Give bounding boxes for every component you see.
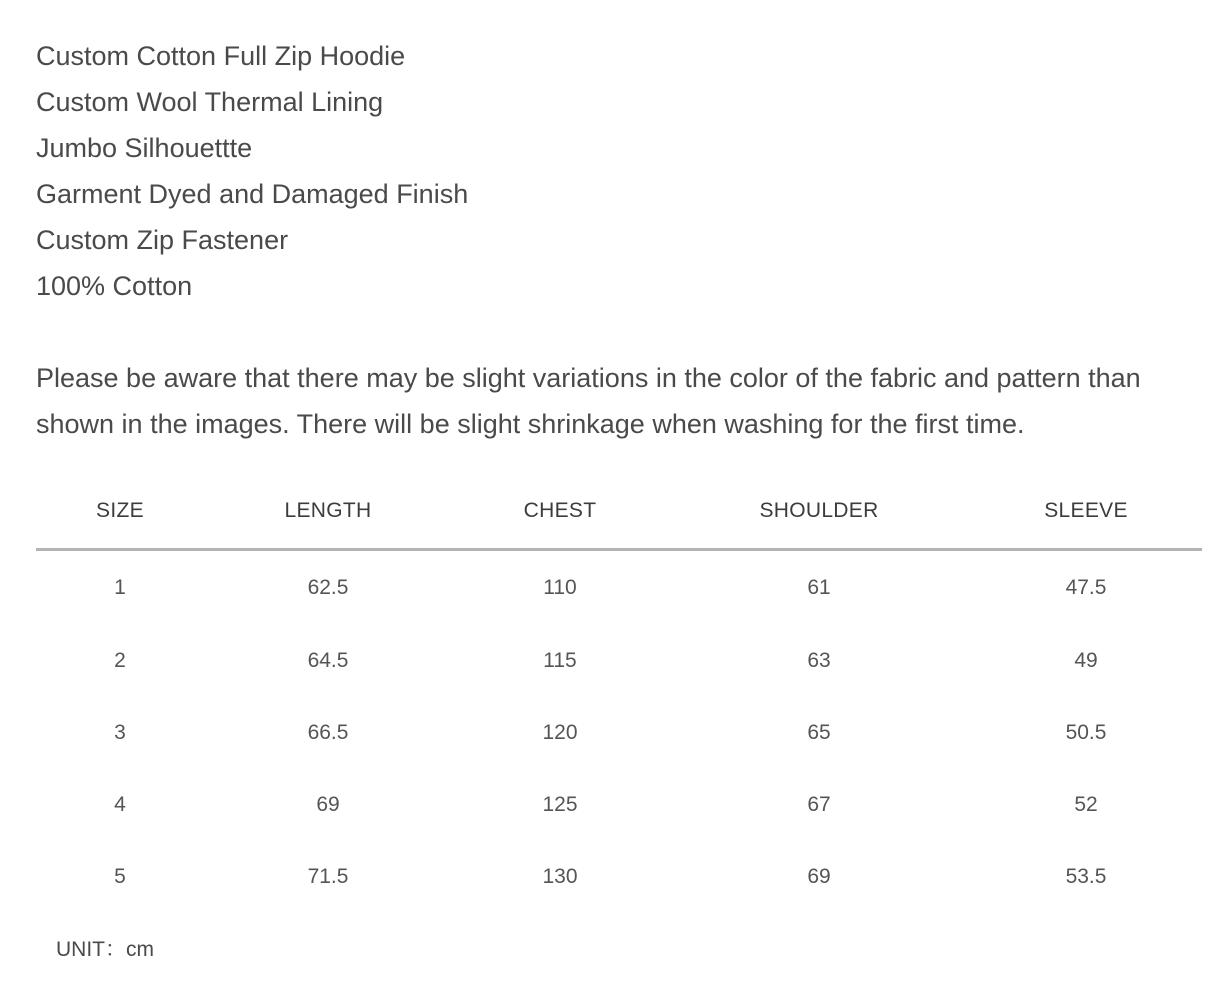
- unit-label: UNIT：cm: [56, 938, 154, 961]
- cell-length: 71.5: [307, 865, 349, 888]
- cell-size: 2: [114, 649, 126, 672]
- header-row: [36, 474, 1202, 550]
- cell-chest: 120: [542, 721, 578, 744]
- cell-sleeve: 50.5: [1065, 721, 1107, 744]
- cell-chest: 130: [542, 865, 578, 888]
- feature-item: Jumbo Silhouettte: [36, 133, 253, 163]
- feature-item: Garment Dyed and Damaged Finish: [36, 179, 469, 209]
- cell-sleeve: 53.5: [1065, 865, 1107, 888]
- feature-item: Custom Cotton Full Zip Hoodie: [36, 41, 406, 71]
- size-chart-body: [36, 550, 1202, 914]
- cell-chest: 125: [542, 793, 578, 816]
- cell-size: 4: [114, 793, 126, 816]
- header-sleeve: SLEEVE: [1044, 499, 1128, 522]
- cell-size: 1: [114, 576, 126, 599]
- table-row: [36, 841, 1202, 913]
- cell-length: 62.5: [307, 576, 349, 599]
- cell-sleeve: 47.5: [1065, 576, 1107, 599]
- notice-line: shown in the images. There will be slight shrinkage when washing for the first time.: [36, 409, 1025, 439]
- cell-length: 69: [316, 793, 340, 816]
- feature-item: 100% Cotton: [36, 271, 193, 301]
- header-size: SIZE: [96, 499, 144, 522]
- cell-shoulder: 61: [807, 576, 831, 599]
- table-row: [36, 697, 1202, 769]
- size-chart-table: [36, 474, 1202, 913]
- cell-length: 66.5: [307, 721, 349, 744]
- size-chart-header: [36, 474, 1202, 550]
- feature-item: Custom Zip Fastener: [36, 225, 289, 255]
- cell-shoulder: 67: [807, 793, 831, 816]
- feature-list: [36, 33, 468, 309]
- cell-shoulder: 69: [807, 865, 831, 888]
- notice-line: Please be aware that there may be slight variations in the color of the fabric and pattern than: [36, 363, 1141, 393]
- header-chest: CHEST: [523, 499, 597, 522]
- table-row: [36, 550, 1202, 626]
- cell-size: 3: [114, 721, 126, 744]
- cell-sleeve: 52: [1074, 793, 1098, 816]
- color-variation-notice: [36, 355, 1206, 447]
- table-row: [36, 625, 1202, 697]
- cell-length: 64.5: [307, 649, 349, 672]
- cell-chest: 110: [543, 576, 577, 599]
- cell-sleeve: 49: [1074, 649, 1098, 672]
- table-row: [36, 769, 1202, 841]
- header-length: LENGTH: [284, 499, 372, 522]
- header-shoulder: SHOULDER: [759, 499, 879, 522]
- cell-chest: 115: [543, 649, 577, 672]
- cell-shoulder: 63: [807, 649, 831, 672]
- cell-shoulder: 65: [807, 721, 831, 744]
- feature-item: Custom Wool Thermal Lining: [36, 87, 384, 117]
- cell-size: 5: [114, 865, 126, 888]
